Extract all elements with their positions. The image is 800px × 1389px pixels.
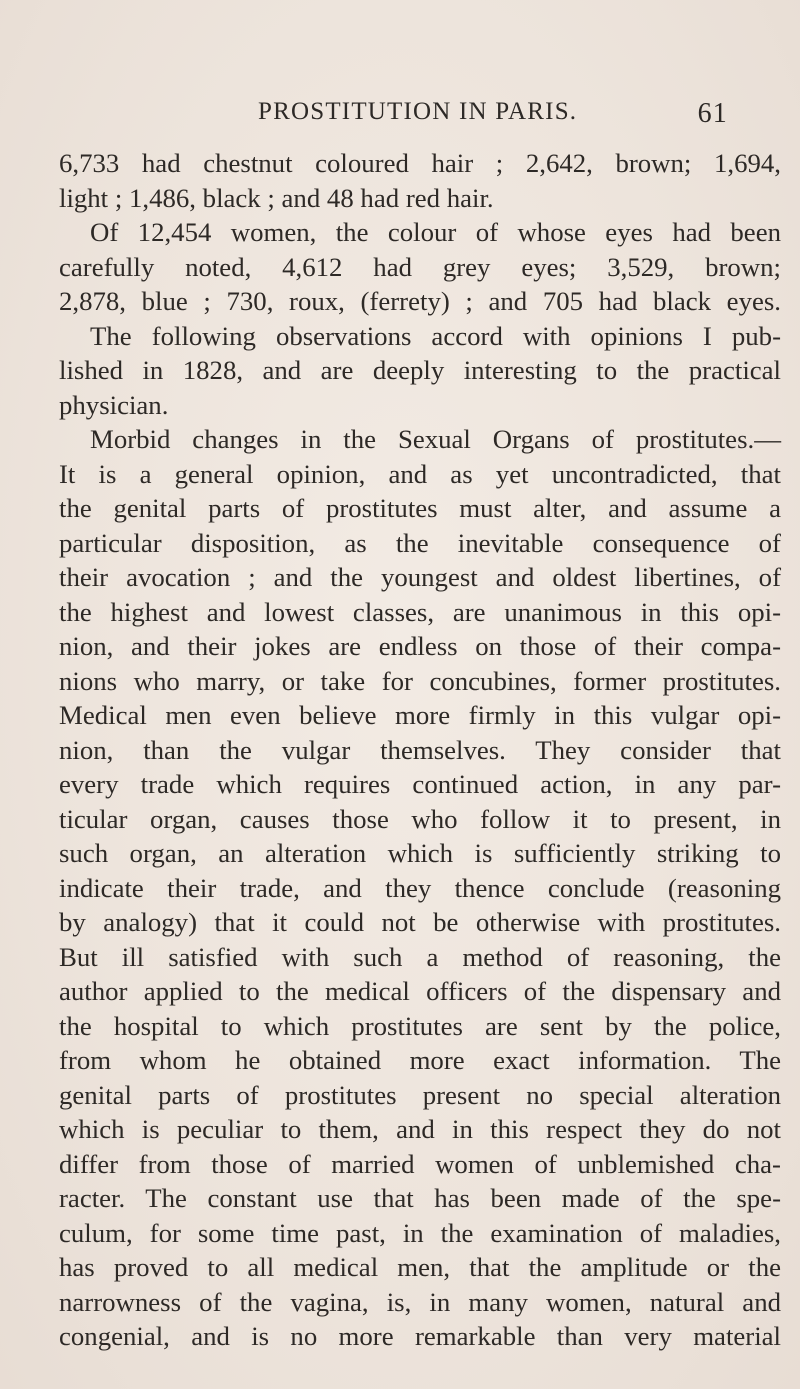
text-line: particular disposition, as the inevitable consequence of (59, 527, 781, 558)
text-line: It is a general opinion, and as yet uncontradicted, that (59, 458, 781, 489)
text-line: by analogy) that it could not be otherwise with prostitutes. (59, 907, 781, 937)
text-line: differ from those of married women of unblemished cha- (59, 1148, 781, 1179)
text-line: physician. (59, 389, 169, 420)
text-line: the highest and lowest classes, are unanimous in this opi- (59, 596, 781, 627)
text-line: which is peculiar to them, and in this respect they do not (59, 1114, 781, 1144)
text-line: genital parts of prostitutes present no special alteration (59, 1079, 781, 1110)
text-line: author applied to the medical officers of the dispensary and (59, 976, 781, 1006)
text-line: nions who marry, or take for concubines, former prostitutes. (59, 665, 781, 696)
text-line: 2,878, blue ; 730, roux, (ferrety) ; and 705 had black eyes. (59, 286, 781, 316)
text-line: from whom he obtained more exact information. The (59, 1045, 781, 1075)
page-number: 61 (697, 98, 728, 129)
text-line: 6,733 had chestnut coloured hair ; 2,642, brown; 1,694, (59, 148, 781, 178)
text-line: light ; 1,486, black ; and 48 had red hair. (59, 182, 494, 213)
text-line: But ill satisfied with such a method of reasoning, the (59, 941, 781, 972)
running-title: PROSTITUTION IN PARIS. (258, 98, 578, 125)
running-head (258, 98, 728, 138)
text-line: ticular organ, causes those who follow it to present, in (59, 803, 781, 834)
text-line: carefully noted, 4,612 had grey eyes; 3,529, brown; (59, 251, 781, 282)
text-line: racter. The constant use that has been made of the spe- (59, 1183, 781, 1213)
text-line: nion, and their jokes are endless on those of their compa- (59, 631, 781, 661)
section-heading-line: Morbid changes in the Sexual Organs of prostitutes.— (90, 424, 781, 454)
text-line: The following observations accord with opinions I pub- (90, 320, 781, 351)
text-line: the hospital to which prostitutes are sent by the police, (59, 1010, 781, 1041)
text-line: has proved to all medical men, that the amplitude or the (59, 1252, 781, 1282)
text-line: every trade which requires continued action, in any par- (59, 769, 781, 799)
text-line: such organ, an alteration which is sufficiently striking to (59, 838, 781, 868)
text-line: nion, than the vulgar themselves. They consider that (59, 734, 781, 765)
text-line: lished in 1828, and are deeply interesting to the practical (59, 355, 781, 385)
text-line: congenial, and is no more remarkable than very material (59, 1321, 781, 1351)
text-line: narrowness of the vagina, is, in many women, natural and (59, 1286, 781, 1317)
body-text (59, 146, 781, 1354)
text-line: their avocation ; and the youngest and oldest libertines, of (59, 562, 781, 592)
text-line: culum, for some time past, in the examination of maladies, (59, 1217, 781, 1248)
text-line: indicate their trade, and they thence conclude (reasoning (59, 872, 781, 903)
text-line: Of 12,454 women, the colour of whose eyes had been (90, 217, 781, 247)
text-line: the genital parts of prostitutes must alter, and assume a (59, 493, 781, 523)
text-line: Medical men even believe more firmly in this vulgar opi- (59, 700, 781, 730)
